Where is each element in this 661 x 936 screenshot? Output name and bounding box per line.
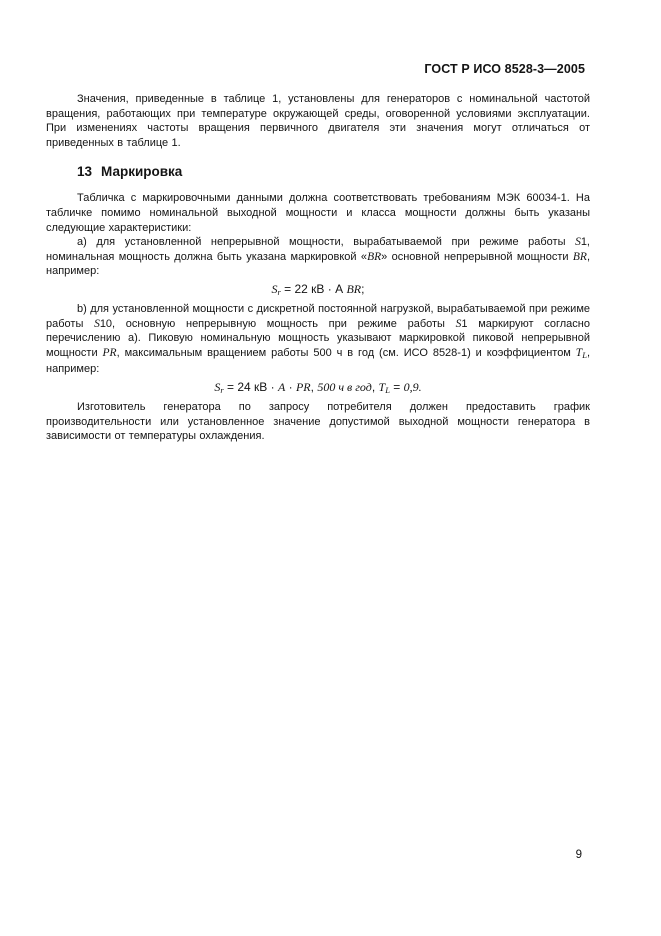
- formula-text: ,: [310, 379, 318, 394]
- formula-var-S: S: [271, 281, 278, 296]
- plate-requirements-paragraph: Табличка с маркировочными данными должна соответствовать требованиям МЭК 60034-1. На табличке помимо номинальной выходной мощности и класса мощности должны быть указаны следующие характеристики:: [46, 192, 590, 234]
- formula-text: ,: [371, 379, 379, 394]
- item-a-text: » основной непрерывной мощности: [381, 250, 573, 263]
- item-a-text: 1, номинальная мощность должна быть указана маркировкой «: [46, 236, 590, 263]
- page-number: 9: [575, 849, 582, 861]
- section-title: Маркировка: [101, 164, 183, 180]
- running-header: ГОСТ Р ИСО 8528-3—2005: [424, 62, 585, 76]
- variable-S: S: [455, 317, 462, 330]
- item-a-text: а) для установленной непрерывной мощности, вырабатываемой при режиме работы: [77, 236, 576, 249]
- closing-paragraph: Изготовитель генератора по запросу потребителя должен предоставить график производительности или установленное значение допустимой выходной мощности генератора в зависимости от температуры охлаждения.: [46, 400, 590, 443]
- item-b-text: , максимальным вращением работы 500 ч в год (см. ИСО 8528-1) и коэффициентом: [116, 346, 576, 359]
- variable-subscript-L: L: [582, 349, 587, 360]
- formula-value: 0,9.: [403, 379, 422, 394]
- formula-subscript-r: r: [277, 286, 281, 297]
- item-b-text: 10, основную непрерывную мощность при режиме работы: [99, 317, 456, 330]
- formula-subscript-r: r: [220, 384, 224, 395]
- formula-text: ;: [361, 281, 365, 296]
- section-heading: [77, 163, 590, 180]
- formula-var-A: А: [277, 379, 286, 394]
- formula-peak-power: [46, 379, 590, 398]
- document-page: [46, 62, 590, 444]
- variable-BR: BR: [367, 250, 382, 263]
- formula-text: = 24 кВ ·: [223, 379, 278, 394]
- formula-text: = 22 кВ · А: [280, 281, 347, 296]
- item-a-text: , например:: [46, 250, 591, 278]
- variable-T: T: [575, 346, 583, 359]
- formula-var-PR: PR: [295, 379, 311, 394]
- formula-var-S: S: [214, 379, 221, 394]
- section-number: 13: [77, 164, 93, 180]
- list-item-b: [46, 302, 590, 377]
- item-b-text: 1 маркируют согласно перечислению а). Пиковую номинальную мощность указывают маркировкой пиковой непрерывной мощности: [46, 317, 590, 359]
- formula-hours-per-year: 500 ч в год: [317, 379, 372, 394]
- formula-continuous-power: [46, 281, 590, 300]
- formula-var-T: T: [378, 379, 386, 394]
- formula-text: ·: [285, 379, 296, 394]
- item-b-text: , например:: [46, 346, 590, 376]
- variable-S: S: [575, 236, 581, 249]
- formula-var-BR: BR: [346, 281, 362, 296]
- variable-PR: PR: [102, 346, 117, 359]
- formula-subscript-L: L: [385, 384, 390, 395]
- formula-text: =: [389, 379, 404, 394]
- item-b-text: b) для установленной мощности с дискретной постоянной нагрузкой, вырабатываемой при режиме работы: [46, 302, 590, 330]
- variable-S: S: [94, 317, 100, 330]
- list-item-a: [46, 235, 590, 279]
- variable-BR: BR: [572, 250, 587, 263]
- intro-paragraph: Значения, приведенные в таблице 1, установлены для генераторов с номинальной частотой вращения, работающих при температуре окружающей среды, оговоренной условиями эксплуатации. При изменениях частоты вращения первичного двигателя эти значения могут отличаться от приведенных в таблице 1.: [46, 93, 590, 149]
